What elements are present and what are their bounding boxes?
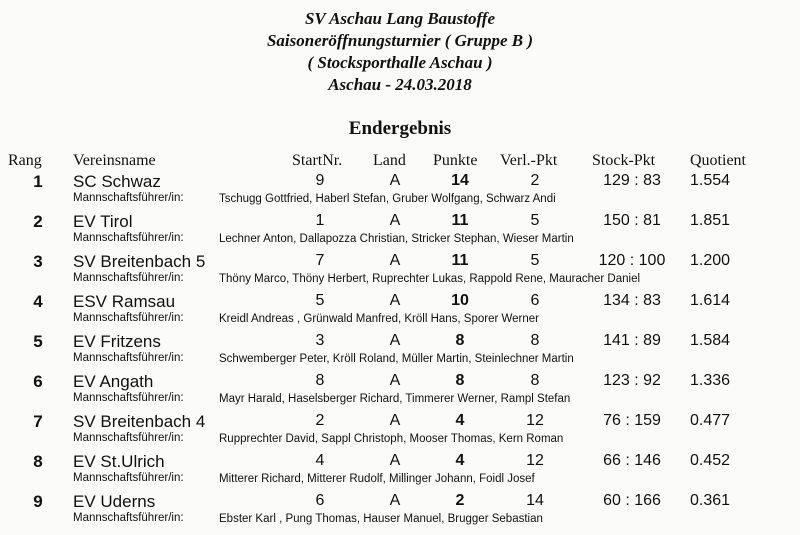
rank-cell: 4 — [33, 292, 43, 311]
table-row — [0, 252, 800, 292]
table-row — [0, 372, 800, 412]
captain-label: Mannschaftsführer/in: — [73, 312, 184, 324]
captain-label: Mannschaftsführer/in: — [73, 352, 184, 364]
captain-label: Mannschaftsführer/in: — [73, 432, 184, 444]
stock-cell: 134 : 83 — [603, 292, 661, 309]
startnr-cell: 7 — [315, 252, 325, 269]
rank-cell: 8 — [33, 452, 43, 471]
captain-label: Mannschaftsführer/in: — [73, 192, 184, 204]
verl-cell: 12 — [526, 452, 544, 469]
club-cell: EV Fritzens — [73, 332, 161, 351]
club-cell: SV Breitenbach 5 — [73, 252, 206, 271]
startnr-cell: 4 — [315, 452, 325, 469]
land-cell: A — [389, 372, 401, 389]
club-cell: EV Angath — [73, 372, 154, 391]
captain-label: Mannschaftsführer/in: — [73, 392, 184, 404]
col-land: Land — [373, 152, 406, 169]
quotient-cell: 1.200 — [690, 252, 731, 269]
punkte-cell: 4 — [455, 452, 465, 469]
verl-cell: 12 — [526, 412, 544, 429]
land-cell: A — [389, 172, 401, 189]
col-startnr: StartNr. — [292, 152, 343, 169]
rank-cell: 1 — [33, 172, 43, 191]
club-cell: SV Breitenbach 4 — [73, 412, 206, 431]
club-cell: EV Uderns — [73, 492, 156, 511]
startnr-cell: 5 — [315, 292, 325, 309]
land-cell: A — [389, 492, 401, 509]
venue: ( Stocksporthalle Aschau ) — [307, 53, 493, 72]
stock-cell: 76 : 159 — [603, 412, 661, 429]
verl-cell: 6 — [530, 292, 540, 309]
stock-cell: 66 : 146 — [603, 452, 661, 469]
quotient-cell: 1.554 — [690, 172, 731, 189]
startnr-cell: 2 — [315, 412, 325, 429]
quotient-cell: 1.584 — [690, 332, 731, 349]
players-cell: Lechner Anton, Dallapozza Christian, Stricker Stephan, Wieser Martin — [219, 233, 574, 245]
table-row — [0, 452, 800, 492]
table-row — [0, 332, 800, 372]
rank-cell: 3 — [33, 252, 43, 271]
rank-cell: 9 — [33, 492, 43, 511]
players-cell: Rupprechter David, Sappl Christoph, Mooser Thomas, Kern Roman — [219, 433, 564, 445]
punkte-cell: 8 — [455, 372, 465, 389]
punkte-cell: 2 — [455, 492, 465, 509]
tournament-title: Saisoneröffnungsturnier ( Gruppe B ) — [266, 31, 534, 50]
verl-cell: 5 — [530, 212, 540, 229]
stock-cell: 60 : 166 — [603, 492, 661, 509]
verl-cell: 5 — [530, 252, 540, 269]
event-date: Aschau - 24.03.2018 — [328, 75, 472, 94]
captain-label: Mannschaftsführer/in: — [73, 512, 184, 524]
club-cell: SC Schwaz — [73, 172, 161, 191]
captain-label: Mannschaftsführer/in: — [73, 472, 184, 484]
punkte-cell: 10 — [451, 292, 469, 309]
punkte-cell: 4 — [455, 412, 465, 429]
stock-cell: 141 : 89 — [603, 332, 661, 349]
players-cell: Mitterer Richard, Mitterer Rudolf, Millinger Johann, Foidl Josef — [219, 473, 535, 485]
col-quotient: Quotient — [690, 152, 746, 169]
col-punkte: Punkte — [433, 152, 478, 169]
startnr-cell: 9 — [315, 172, 325, 189]
land-cell: A — [389, 412, 401, 429]
quotient-cell: 0.452 — [690, 452, 731, 469]
land-cell: A — [389, 332, 401, 349]
punkte-cell: 8 — [455, 332, 465, 349]
club-cell: EV Tirol — [73, 212, 133, 231]
quotient-cell: 1.614 — [690, 292, 731, 309]
organizer-title: SV Aschau Lang Baustoffe — [304, 9, 496, 28]
table-row — [0, 292, 800, 332]
startnr-cell: 3 — [315, 332, 325, 349]
captain-label: Mannschaftsführer/in: — [73, 272, 184, 284]
col-rang: Rang — [8, 152, 42, 169]
rank-cell: 6 — [33, 372, 43, 391]
stock-cell: 150 : 81 — [603, 212, 661, 229]
quotient-cell: 1.851 — [690, 212, 731, 229]
players-cell: Tschugg Gottfried, Haberl Stefan, Gruber Wolfgang, Schwarz Andi — [219, 193, 556, 205]
quotient-cell: 0.361 — [690, 492, 731, 509]
land-cell: A — [389, 292, 401, 309]
punkte-cell: 11 — [451, 252, 469, 269]
rank-cell: 5 — [33, 332, 43, 351]
table-row — [0, 492, 800, 532]
punkte-cell: 14 — [451, 172, 469, 189]
table-row — [0, 172, 800, 212]
club-cell: EV St.Ulrich — [73, 452, 165, 471]
result-heading: Endergebnis — [348, 118, 452, 139]
captain-label: Mannschaftsführer/in: — [73, 232, 184, 244]
stock-cell: 129 : 83 — [603, 172, 661, 189]
stock-cell: 120 : 100 — [598, 252, 666, 269]
verl-cell: 2 — [530, 172, 540, 189]
rank-cell: 7 — [33, 412, 43, 431]
startnr-cell: 8 — [315, 372, 325, 389]
verl-cell: 8 — [530, 332, 540, 349]
players-cell: Ebster Karl , Pung Thomas, Hauser Manuel, Brugger Sebastian — [219, 513, 543, 525]
rank-cell: 2 — [33, 212, 43, 231]
punkte-cell: 11 — [451, 212, 469, 229]
quotient-cell: 0.477 — [690, 412, 731, 429]
verl-cell: 14 — [526, 492, 544, 509]
quotient-cell: 1.336 — [690, 372, 731, 389]
col-stock: Stock-Pkt — [592, 152, 656, 169]
document-header — [0, 8, 800, 96]
club-cell: ESV Ramsau — [73, 292, 176, 311]
land-cell: A — [389, 212, 401, 229]
land-cell: A — [389, 452, 401, 469]
col-verein: Vereinsname — [73, 152, 156, 169]
players-cell: Kreidl Andreas , Grünwald Manfred, Kröll Hans, Sporer Werner — [219, 313, 540, 325]
startnr-cell: 1 — [315, 212, 325, 229]
land-cell: A — [389, 252, 401, 269]
players-cell: Mayr Harald, Haselsberger Richard, Timmerer Werner, Rampl Stefan — [219, 393, 571, 405]
startnr-cell: 6 — [315, 492, 325, 509]
players-cell: Schwemberger Peter, Kröll Roland, Müller Martin, Steinlechner Martin — [219, 353, 574, 365]
col-verl: Verl.-Pkt — [500, 152, 558, 169]
table-row — [0, 212, 800, 252]
players-cell: Thöny Marco, Thöny Herbert, Ruprechter Lukas, Rappold Rene, Mauracher Daniel — [219, 273, 641, 285]
table-row — [0, 412, 800, 452]
stock-cell: 123 : 92 — [603, 372, 661, 389]
verl-cell: 8 — [530, 372, 540, 389]
